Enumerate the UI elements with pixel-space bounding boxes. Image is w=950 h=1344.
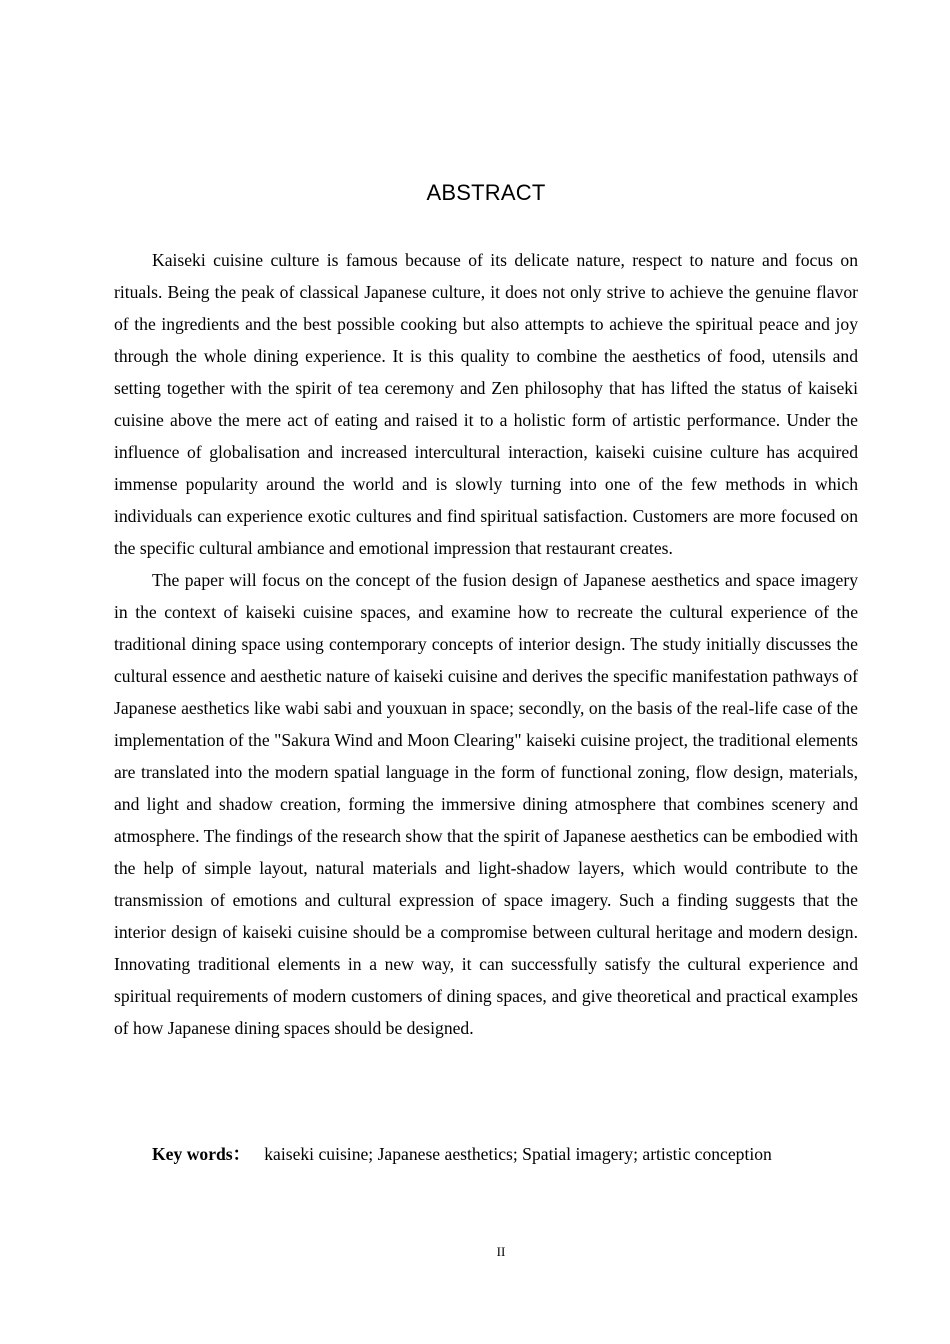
keywords-values: kaiseki cuisine; Japanese aesthetics; Spatial imagery; artistic conception (264, 1144, 772, 1164)
keywords-line (152, 1138, 872, 1170)
abstract-paragraph-1: Kaiseki cuisine culture is famous because of its delicate nature, respect to nature and focus on rituals. Being the peak of classical Japanese culture, it does not only strive to achieve the genuine flavor of the ingredients and the best possible cooking but also attempts to achieve the spiritual peace and joy through the whole dining experience. It is this quality to combine the aesthetics of food, utensils and setting together with the spirit of tea ceremony and Zen philosophy that has lifted the status of kaiseki cuisine above the mere act of eating and raised it to a holistic form of artistic performance. Under the influence of globalisation and increased intercultural interaction, kaiseki cuisine culture has acquired immense popularity around the world and is slowly turning into one of the few methods in which individuals can experience exotic cultures and find spiritual satisfaction. Customers are more focused on the specific cultural ambiance and emotional impression that restaurant creates. (114, 250, 858, 558)
abstract-title: ABSTRACT (426, 180, 546, 205)
abstract-paragraph-2: The paper will focus on the concept of the fusion design of Japanese aesthetics and space imagery in the context of kaiseki cuisine spaces, and examine how to recreate the cultural experience of the traditional dining space using contemporary concepts of interior design. The study initially discusses the cultural essence and aesthetic nature of kaiseki cuisine and derives the specific manifestation pathways of Japanese aesthetics like wabi sabi and youxuan in space; secondly, on the basis of the real-life case of the implementation of the "Sakura Wind and Moon Clearing" kaiseki cuisine project, the traditional elements are translated into the modern spatial language in the form of functional zoning, flow design, materials, and light and shadow creation, forming the immersive dining atmosphere that combines scenery and atmosphere. The findings of the research show that the spirit of Japanese aesthetics can be embodied with the help of simple layout, natural materials and light-shadow layers, which would contribute to the transmission of emotions and cultural expression of space imagery. Such a finding suggests that the interior design of kaiseki cuisine should be a compromise between cultural heritage and modern design. Innovating traditional elements in a new way, it can successfully satisfy the cultural experience and spiritual requirements of modern customers of dining spaces, and give theoretical and practical examples of how Japanese dining spaces should be designed. (114, 570, 858, 1038)
keywords-label: Key words： (152, 1144, 251, 1164)
abstract-body (114, 244, 858, 1044)
page-number: II (496, 1244, 506, 1259)
